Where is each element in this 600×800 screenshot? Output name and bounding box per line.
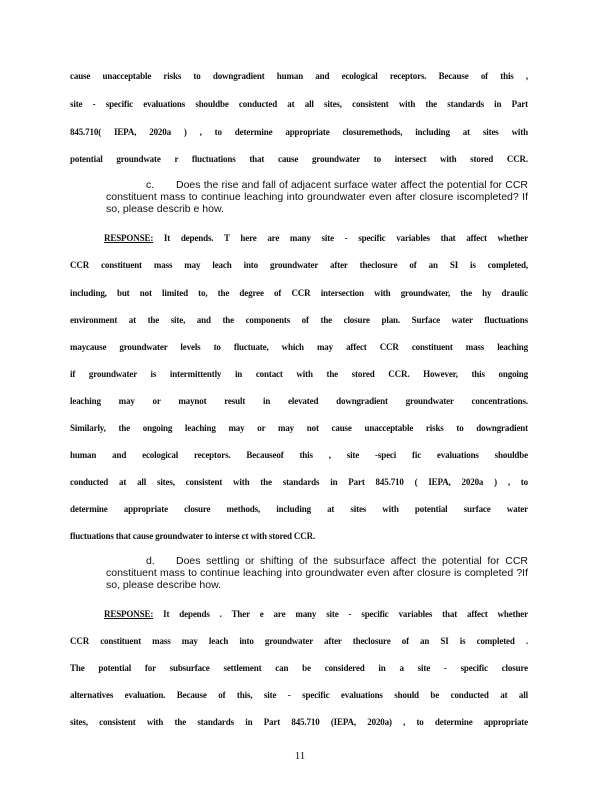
body-line: determine appropriate closure methods, including at sites with potential surface water xyxy=(70,504,528,514)
body-line: The potential for subsurface settlement can be considered in a site - specific closure xyxy=(70,663,528,673)
body-line: sites, consistent with the standards in Part 845.710 (IEPA, 2020a) , to determine appropriate xyxy=(70,717,528,727)
body-line: CCR constituent mass may leach into groundwater after theclosure of an SI is completed . xyxy=(70,636,528,646)
response-first-line xyxy=(104,608,528,620)
body-line: CCR constituent mass may leach into groundwater after theclosure of an SI is completed, xyxy=(70,260,528,270)
body-line: site - specific evaluations shouldbe conducted at all sites, consistent with the standards in Part xyxy=(70,99,528,109)
body-line: potential groundwate r fluctuations that cause groundwater to intersect with stored CCR. xyxy=(70,154,528,164)
body-line: Similarly, the ongoing leaching may or may not cause unacceptable risks to downgradient xyxy=(70,423,528,433)
body-line: maycause groundwater levels to fluctuate, which may affect CCR constituent mass leaching xyxy=(70,342,528,352)
body-line: 845.710( IEPA, 2020a ) , to determine appropriate closuremethods, including at sites with xyxy=(70,127,528,137)
response-label: RESPONSE: xyxy=(104,609,154,619)
response-text: It depends . Ther e are many site - specific variables that affect whether xyxy=(163,609,528,619)
body-line: environment at the site, and the components of the closure plan. Surface water fluctuations xyxy=(70,315,528,325)
response-text: It depends. T here are many site - specific variables that affect whether xyxy=(163,233,528,243)
body-line: leaching may or maynot result in elevated downgradient groundwater concentrations. xyxy=(70,396,528,406)
body-line: including, but not limited to, the degree of CCR intersection with groundwater, the hy draulic xyxy=(70,288,528,298)
question-d xyxy=(106,555,528,591)
response-first-line xyxy=(104,232,528,244)
question-letter: c. xyxy=(146,179,155,191)
question-letter: d. xyxy=(146,555,155,567)
response-label: RESPONSE: xyxy=(104,233,154,243)
question-c xyxy=(106,179,528,215)
question-text: Does the rise and fall of adjacent surface water affect the potential for CCR constituent mass to continue leaching into groundwater even after closure iscompleted? If so, please describ e how. xyxy=(106,179,528,215)
body-line: alternatives evaluation. Because of this, site - specific evaluations should be conducted at all xyxy=(70,690,528,700)
body-line: cause unacceptable risks to downgradient human and ecological receptors. Because of this , xyxy=(70,71,528,81)
question-text: Does settling or shifting of the subsurface affect the potential for CCR constituent mass to continue leaching into groundwater even after closure is completed ?If so, please describe how. xyxy=(106,555,528,591)
page-number: 11 xyxy=(294,750,306,762)
body-line: human and ecological receptors. Becauseof this , site -speci fic evaluations shouldbe xyxy=(70,450,528,460)
body-line-last: fluctuations that cause groundwater to interse ct with stored CCR. xyxy=(70,531,316,541)
body-line: if groundwater is intermittently in contact with the stored CCR. However, this ongoing xyxy=(70,369,528,379)
body-line: conducted at all sites, consistent with the standards in Part 845.710 ( IEPA, 2020a ) , to xyxy=(70,477,528,487)
